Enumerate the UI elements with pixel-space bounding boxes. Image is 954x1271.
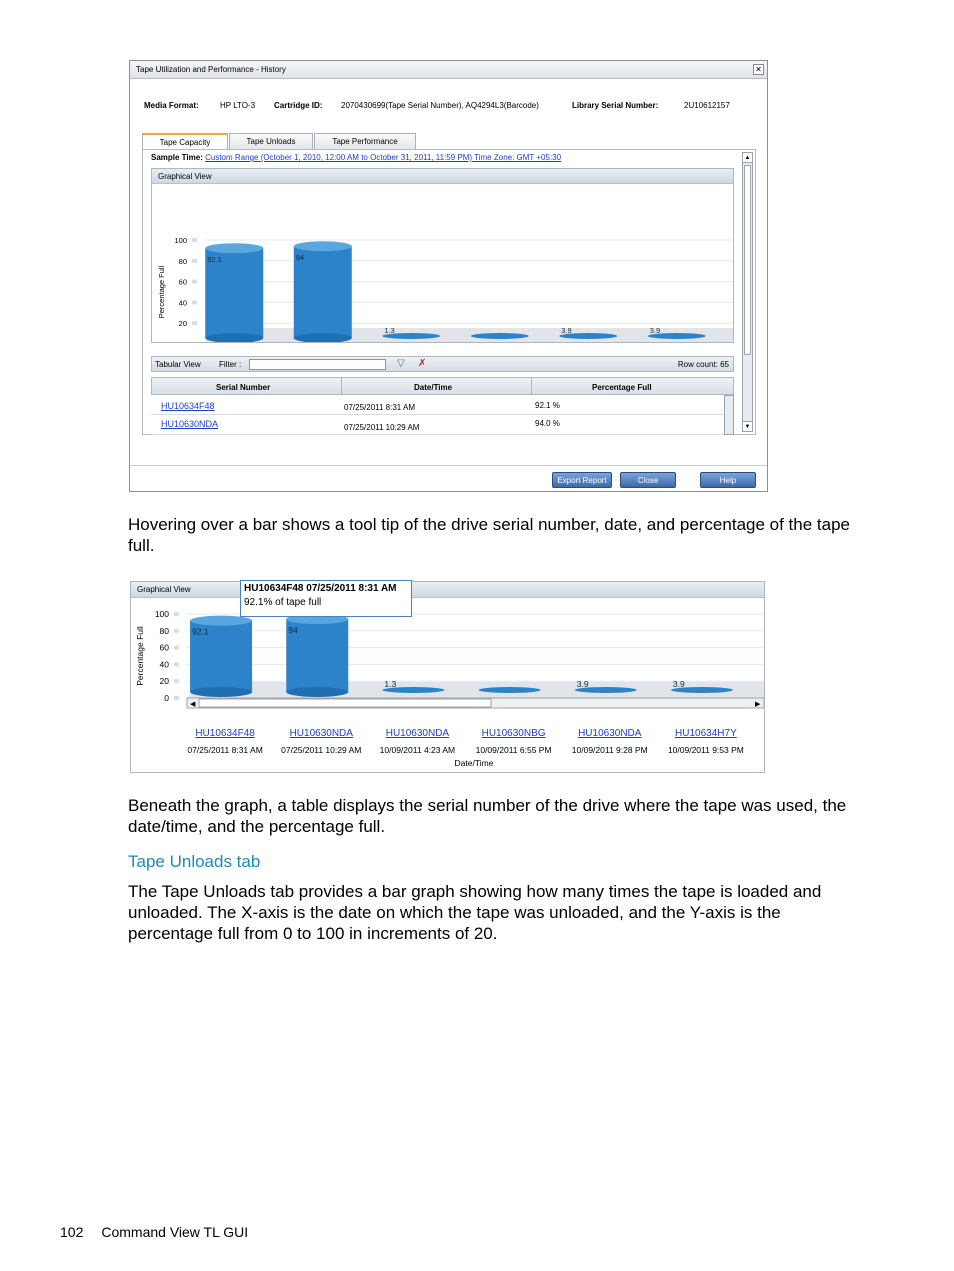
- paragraph-unloads: The Tape Unloads tab provides a bar graph showing how many times the tape is loaded and unloaded. The X-axis is the date on which the tape was unloaded, and the Y-axis is the percentage full from 0 to 100 in increments of 20.: [128, 882, 822, 943]
- scroll-up-icon[interactable]: ▲: [744, 155, 751, 161]
- y-tick-marker: [192, 300, 197, 304]
- tape-capacity-chart: [152, 184, 733, 342]
- close-icon[interactable]: ✕: [753, 64, 764, 75]
- bar-top: [205, 243, 263, 253]
- media-format-value: HP LTO-3: [220, 101, 256, 110]
- bar-data-label: 3.9: [576, 679, 589, 689]
- table-scrollbar[interactable]: [724, 395, 734, 435]
- row-datetime: 07/25/2011 10:29 AM: [344, 423, 420, 432]
- bar-data-label: 1.3: [384, 326, 395, 335]
- x-axis-label: Date/Time: [454, 758, 494, 768]
- y-tick-marker: [174, 612, 179, 616]
- col-serial-number[interactable]: Serial Number: [216, 383, 271, 392]
- bar-data-label: 94: [295, 253, 305, 263]
- export-report-button[interactable]: Export Report: [552, 472, 612, 488]
- tooltip-value: 92.1% of tape full: [244, 597, 322, 608]
- dialog-footer: [130, 465, 767, 491]
- row-datetime: 07/25/2011 8:31 AM: [344, 403, 416, 412]
- bar-tooltip: [240, 580, 412, 617]
- close-button[interactable]: Close: [620, 472, 676, 488]
- bar-data-label: 94: [288, 625, 298, 636]
- y-axis-label: Percentage Full: [157, 265, 166, 319]
- table-row[interactable]: [151, 395, 734, 415]
- dialog-title: Tape Utilization and Performance - History: [136, 65, 286, 74]
- help-button[interactable]: Help: [700, 472, 756, 488]
- library-serial-value: 2U10612157: [684, 101, 730, 110]
- scroll-right-icon: ▶: [755, 701, 761, 708]
- sample-time: [151, 153, 561, 162]
- col-datetime[interactable]: Date/Time: [414, 383, 453, 392]
- y-tick-marker: [174, 679, 179, 683]
- bar-data-label: 1.3: [384, 679, 397, 689]
- x-category-label: HU10634F48: [195, 728, 255, 739]
- y-tick-marker: [192, 280, 197, 284]
- paragraph-tooltip: Hovering over a bar shows a tool tip of the drive serial number, date, and percentage of the tape full.: [128, 515, 850, 555]
- y-tick-label: 60: [178, 277, 187, 287]
- graphical-view-header: Graphical View: [131, 582, 764, 598]
- filter-icon[interactable]: ▽: [397, 358, 405, 369]
- x-date-label: 10/09/2011 6:55 PM: [475, 745, 552, 755]
- y-tick-label: 100: [154, 609, 169, 619]
- row-serial-link[interactable]: HU10634F48: [161, 401, 215, 411]
- page-footer: [60, 1224, 248, 1240]
- y-tick-label: 100: [174, 236, 187, 245]
- section-heading: Tape Unloads tab: [128, 852, 261, 871]
- x-category-label: HU10630NDA: [289, 728, 353, 739]
- sample-time-label: Sample Time:: [151, 153, 203, 162]
- sample-time-link[interactable]: Custom Range (October 1, 2010, 12:00 AM to October 31, 2011, 11:59 PM) Time Zone: GMT +05:30: [205, 153, 562, 162]
- dialog-titlebar: [130, 61, 767, 79]
- y-tick-label: [183, 340, 187, 342]
- col-percentage-full[interactable]: Percentage Full: [592, 383, 652, 392]
- y-tick-marker: [192, 321, 197, 325]
- cartridge-id-label: Cartridge ID:: [274, 101, 323, 110]
- row-count: Row count: 65: [677, 360, 729, 369]
- bar-data-label: 3.9: [672, 679, 685, 689]
- x-category-label: HU10630NBG: [481, 728, 546, 739]
- row-pct: 92.1 %: [535, 401, 560, 410]
- tabular-view-toolbar: [151, 356, 734, 372]
- x-date-label: 10/09/2011 4:23 AM: [379, 745, 456, 755]
- y-tick-label: 40: [159, 659, 169, 670]
- y-tick-marker: [192, 238, 197, 242]
- paragraph-table: Beneath the graph, a table displays the serial number of the drive where the tape was used, the date/time, and the percentage full.: [128, 796, 847, 836]
- bar-data-label: 92.1: [192, 626, 209, 637]
- bar-data-label: 3.9: [649, 326, 661, 335]
- y-tick-marker: [174, 646, 179, 650]
- table-header: [151, 377, 734, 395]
- tabular-table: [151, 377, 734, 435]
- bar-data-label: 3.9: [561, 326, 572, 335]
- tab-tape-unloads[interactable]: Tape Unloads: [229, 133, 313, 149]
- y-tick-marker: [174, 662, 179, 666]
- y-tick-marker: [192, 259, 197, 263]
- tab-tape-performance[interactable]: Tape Performance: [314, 133, 416, 149]
- media-format-label: Media Format:: [144, 101, 199, 110]
- scroll-left-icon: ◀: [190, 701, 196, 708]
- scroll-down-icon[interactable]: ▼: [743, 421, 752, 431]
- panel-scrollbar[interactable]: [742, 152, 753, 432]
- tape-capacity-chart-hover: [131, 582, 764, 772]
- scroll-thumb[interactable]: [744, 165, 751, 355]
- y-tick-label: 80: [159, 625, 169, 636]
- x-category-label: HU10630NDA: [385, 728, 450, 739]
- cartridge-id-value: 2070430699(Tape Serial Number), AQ4294L3(Barcode): [341, 101, 539, 110]
- h-scroll-thumb: [199, 699, 491, 707]
- y-tick-label: 80: [178, 256, 187, 266]
- tab-tape-capacity[interactable]: Tape Capacity: [142, 133, 228, 150]
- clear-filter-icon[interactable]: ✗: [418, 358, 427, 369]
- footer-section: Command View TL GUI: [101, 1224, 249, 1240]
- page-number: 102: [60, 1224, 84, 1240]
- y-tick-label: 20: [159, 676, 169, 687]
- graphical-view-header: Graphical View: [152, 169, 733, 184]
- y-tick-label: 40: [178, 298, 187, 308]
- x-date-label: 07/25/2011 8:31 AM: [187, 745, 263, 755]
- tab-capacity-panel: [142, 149, 756, 435]
- x-category-label: HU10634H7Y: [675, 728, 737, 739]
- x-date-label: 10/09/2011 9:53 PM: [667, 745, 744, 755]
- tape-history-dialog: [129, 60, 768, 492]
- row-pct: 94.0 %: [535, 419, 560, 428]
- y-tick-marker: [174, 629, 179, 633]
- bar-data-label: 92.1: [207, 255, 222, 265]
- filter-input[interactable]: [249, 359, 386, 370]
- x-category-label: HU10630NDA: [578, 728, 642, 739]
- y-axis-label: Percentage Full: [135, 626, 145, 686]
- x-date-label: 10/09/2011 9:28 PM: [571, 745, 648, 755]
- y-tick-marker: [174, 696, 179, 700]
- filter-label: Filter :: [219, 360, 242, 369]
- tooltip-title: HU10634F48 07/25/2011 8:31 AM: [244, 583, 397, 594]
- y-tick-label: 20: [178, 319, 187, 329]
- y-tick-label: 60: [159, 642, 169, 653]
- graphical-view-tooltip-example: [130, 581, 765, 773]
- tabular-view-label: Tabular View: [155, 360, 201, 369]
- bar-top: [190, 616, 252, 626]
- row-serial-link[interactable]: HU10630NDA: [161, 419, 219, 429]
- table-row[interactable]: [151, 415, 734, 435]
- bar: [479, 687, 541, 693]
- bar-bottom: [190, 687, 252, 697]
- bar-top: [294, 241, 352, 251]
- y-tick-label: 0: [164, 693, 169, 703]
- bar: [471, 333, 529, 339]
- graphical-view: [151, 168, 734, 343]
- library-serial-label: Library Serial Number:: [572, 101, 659, 110]
- x-date-label: 07/25/2011 10:29 AM: [281, 745, 362, 755]
- bar-bottom: [286, 687, 348, 697]
